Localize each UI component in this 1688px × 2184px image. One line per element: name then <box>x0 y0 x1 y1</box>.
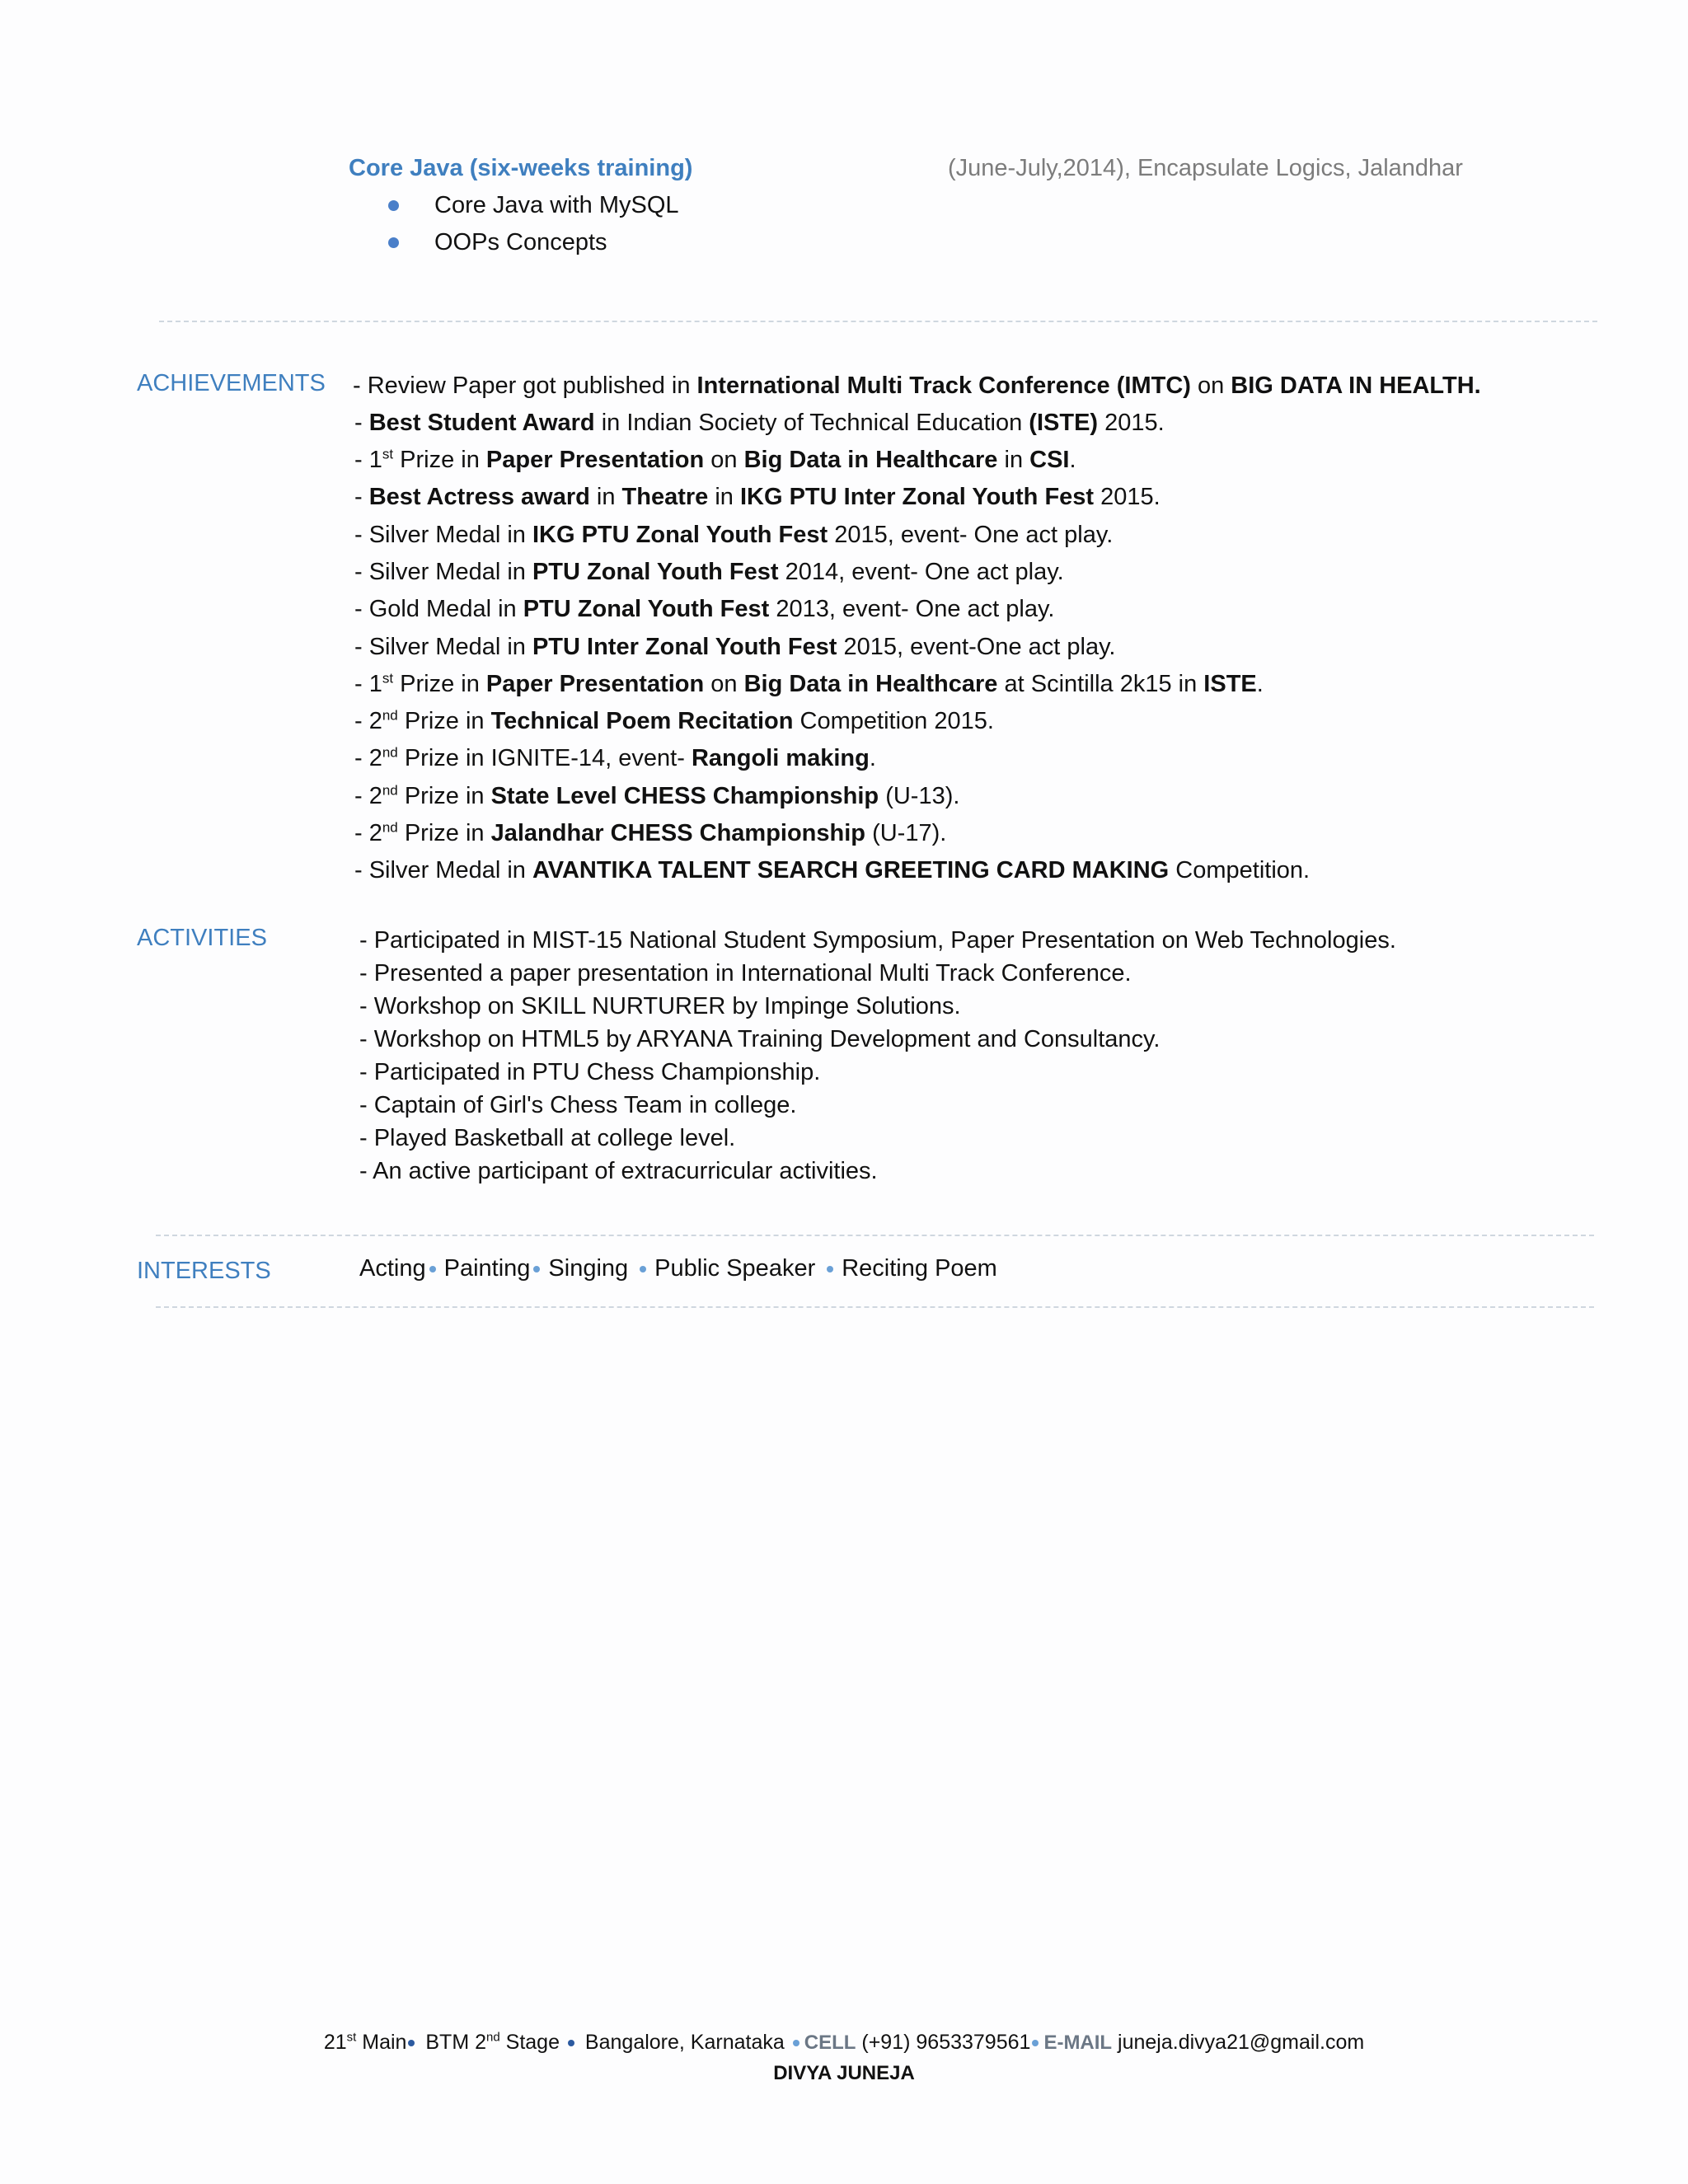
interest-item: Public Speaker <box>654 1255 816 1282</box>
interests-heading: INTERESTS <box>137 1258 271 1284</box>
achievement-line: - Best Student Award in Indian Society of Technical Education (ISTE) 2015. <box>354 410 1165 436</box>
interest-item: Reciting Poem <box>842 1255 997 1282</box>
interest-item: Acting <box>359 1255 426 1282</box>
activity-line: - Played Basketball at college level. <box>359 1125 736 1151</box>
list-item: Core Java with MySQL <box>349 187 679 224</box>
separator-dot-icon <box>1032 2040 1039 2046</box>
email-value[interactable]: juneja.divya21@gmail.com <box>1112 2031 1365 2054</box>
email-label: E-MAIL <box>1043 2032 1113 2054</box>
achievement-line: - Silver Medal in IKG PTU Zonal Youth Fest 2015, event- One act play. <box>354 522 1114 548</box>
cell-label: CELL <box>804 2032 856 2054</box>
activity-line: - Participated in PTU Chess Championship. <box>359 1059 821 1085</box>
separator-dot-icon <box>568 2040 574 2046</box>
achievement-line: - 2nd Prize in Technical Poem Recitation Competition 2015. <box>354 707 994 734</box>
separator-dot-icon <box>640 1266 646 1272</box>
activity-line: - Participated in MIST-15 National Student Symposium, Paper Presentation on Web Technologies. <box>359 927 1396 954</box>
author-name: DIVYA JUNEJA <box>773 2062 915 2084</box>
interest-item: Singing <box>548 1255 629 1282</box>
list-item: OOPs Concepts <box>349 224 679 261</box>
interests-list <box>359 1255 997 1282</box>
achievement-line: - Silver Medal in PTU Zonal Youth Fest 2014, event- One act play. <box>354 559 1064 585</box>
achievement-line: - Gold Medal in PTU Zonal Youth Fest 2013, event- One act play. <box>354 596 1055 622</box>
activity-line: - Workshop on HTML5 by ARYANA Training Development and Consultancy. <box>359 1026 1160 1052</box>
achievement-line: - 2nd Prize in Jalandhar CHESS Championship (U-17). <box>354 819 947 846</box>
contact-line: 21st Main BTM 2nd Stage Bangalore, Karnataka CELL (+91) 9653379561 E-MAIL juneja.divya21@gmail.com <box>323 2030 1365 2054</box>
section-divider <box>156 1235 1594 1236</box>
training-meta: (June-July,2014), Encapsulate Logics, Jalandhar <box>948 155 1463 181</box>
achievement-line: - 1st Prize in Paper Presentation on Big Data in Healthcare at Scintilla 2k15 in ISTE. <box>354 670 1264 697</box>
separator-dot-icon <box>827 1266 833 1272</box>
activities-heading: ACTIVITIES <box>137 925 267 951</box>
training-items <box>349 187 679 261</box>
training-title: Core Java (six-weeks training) <box>349 155 693 181</box>
activity-line: - Captain of Girl's Chess Team in college. <box>359 1092 797 1118</box>
achievement-line: - Review Paper got published in International Multi Track Conference (IMTC) on BIG DATA IN HEALTH. <box>353 373 1481 399</box>
achievement-line: - 2nd Prize in State Level CHESS Championship (U-13). <box>354 782 960 809</box>
activity-line: - Presented a paper presentation in International Multi Track Conference. <box>359 960 1132 987</box>
achievement-line: - 2nd Prize in IGNITE-14, event- Rangoli making. <box>354 744 876 771</box>
interest-item: Painting <box>443 1255 531 1282</box>
separator-dot-icon <box>533 1266 540 1272</box>
section-divider <box>156 1306 1594 1308</box>
separator-dot-icon <box>408 2040 415 2046</box>
achievement-line: - Silver Medal in AVANTIKA TALENT SEARCH GREETING CARD MAKING Competition. <box>354 857 1311 883</box>
achievement-line: - Silver Medal in PTU Inter Zonal Youth Fest 2015, event-One act play. <box>354 634 1116 660</box>
bullet-icon <box>388 237 399 248</box>
achievement-line: - 1st Prize in Paper Presentation on Big Data in Healthcare in CSI. <box>354 446 1076 473</box>
address-text: Bangalore, Karnataka <box>579 2031 785 2054</box>
activity-line: - An active participant of extracurricular activities. <box>359 1158 878 1184</box>
cell-value: (+91) 9653379561 <box>856 2031 1031 2054</box>
separator-dot-icon <box>793 2040 799 2046</box>
page-footer <box>0 2026 1688 2088</box>
achievements-heading: ACHIEVEMENTS <box>137 370 326 396</box>
achievement-line: - Best Actress award in Theatre in IKG PTU Inter Zonal Youth Fest 2015. <box>354 484 1160 510</box>
activity-line: - Workshop on SKILL NURTURER by Impinge Solutions. <box>359 993 961 1019</box>
bullet-icon <box>388 200 399 211</box>
separator-dot-icon <box>429 1266 436 1272</box>
section-divider <box>159 321 1597 322</box>
